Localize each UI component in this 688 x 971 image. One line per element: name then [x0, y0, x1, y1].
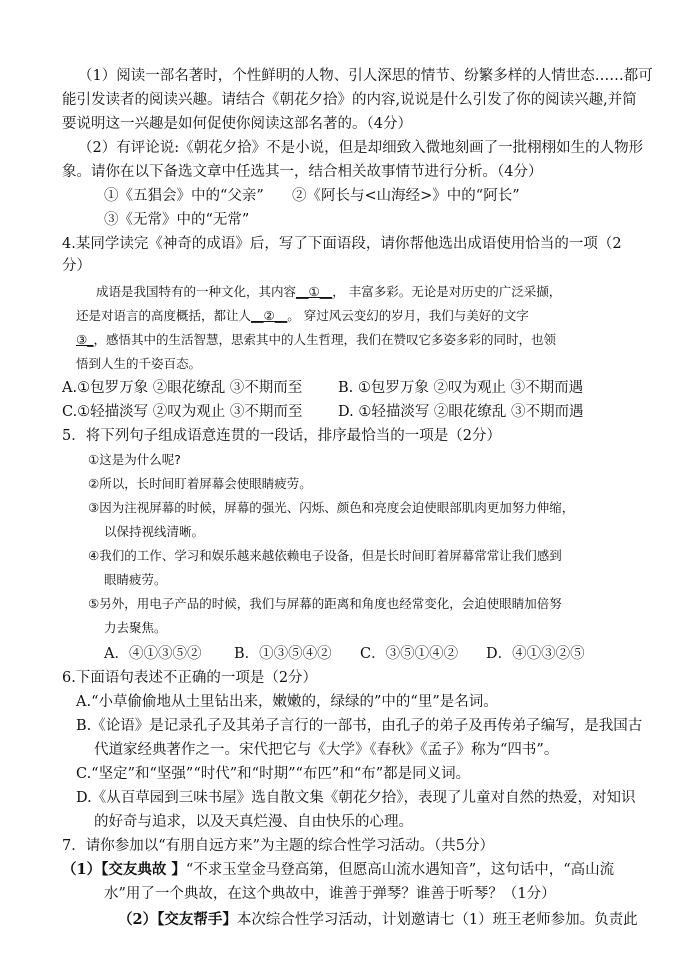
q6-option-c: C.“坚定”和“坚强”“时代”和“时期”“布匹”和“布”都是同义词。 — [76, 766, 471, 782]
q3-part1-line2: 能引发读者的阅读兴趣。请结合《朝花夕拾》的内容,说说是什么引发了你的阅读兴趣,并简 — [62, 92, 637, 108]
blank-1: __①__ — [296, 284, 333, 299]
q5-sentence-4-line1: ④我们的工作、学习和娱乐越来越依赖电子设备，但是长时间盯着屏幕常常让我们感到 — [88, 548, 562, 563]
q5-sentence-4-line2: 眼睛疲劳。 — [104, 572, 167, 587]
q7-part1-text: “不求玉堂金马登高第，但愿高山流水遇知音”，这句话中，“高山流 — [185, 862, 615, 878]
q6-option-d-line2: 的好奇与追求，以及天真烂漫、自由快乐的心理。 — [94, 814, 413, 830]
q5-options — [104, 644, 585, 664]
q6-stem: 6.下面语句表述不正确的一项是（2分） — [62, 670, 318, 686]
q5-sentence-5-line1: ⑤另外，用电子产品的时候，我们与屏幕的距离和角度也经常变化，会迫使眼睛加倍努 — [88, 596, 562, 611]
blank-3: ③_ — [76, 332, 94, 347]
q4-option-c: C.①轻描淡写 ②叹为观止 ③不期而至 — [62, 404, 303, 420]
q6-option-b-line2: 代道家经典著作之一。宋代把它与《大学》《春秋》《孟子》称为“四书”。 — [94, 742, 559, 758]
q4-passage-line1 — [96, 282, 561, 302]
q3-option-2: ②《阿长与<山海经>》中的“阿长” — [292, 188, 520, 204]
q7-part1-line2: 水”用了一个典故，在这个典故中，谁善于弹琴？谁善于听琴？（1分） — [104, 886, 556, 902]
q5-stem: 5．将下列句子组成语意连贯的一段话，排序最恰当的一项是（2分） — [62, 428, 501, 444]
q7-part2-line1 — [118, 910, 638, 930]
q6-option-a: A.“小草偷偷地从土里钻出来，嫩嫩的，绿绿的”中的“里”是名词。 — [76, 694, 498, 710]
q3-option-3: ③《无常》中的“无常” — [104, 212, 250, 228]
q7-stem: 7．请你参加以“有朋自远方来”为主题的综合性学习活动。（共5分） — [62, 838, 495, 854]
q7-part2-tag: （2）【交友帮手】 — [118, 911, 237, 928]
q6-option-b-line1: B.《论语》是记录孔子及其弟子言行的一部书，由孔子的弟子及再传弟子编写，是我国古 — [76, 718, 643, 734]
q7-part2-text: 本次综合性学习活动，计划邀请七（1）班王老师参加。负责此 — [236, 912, 638, 928]
q3-part2-line2: 象。请你在以下备选文章中任选其一，结合相关故事情节进行分析。（4分） — [62, 164, 543, 180]
q4-option-a: A.①包罗万象 ②眼花缭乱 ③不期而至 — [62, 380, 303, 396]
passage-text: ， 丰富多彩。无论是对历史的广泛采撷， — [332, 284, 562, 299]
q6-option-d-line1: D.《从百草园到三味书屋》选自散文集《朝花夕拾》，表现了儿童对自然的热爱，对知识 — [76, 790, 636, 806]
q4-stem-line2: 分） — [62, 258, 91, 274]
q5-option-a: A．④①③⑤② — [104, 646, 202, 662]
passage-text: 成语是我国特有的一种文化，其内容 — [96, 284, 297, 299]
q3-option-1: ①《五猖会》中的“父亲” — [104, 188, 264, 204]
q3-part1-line3: 要说明这一兴趣是如何促使你阅读这部名著的。（4分） — [62, 116, 412, 132]
q4-stem-line1: 4.某同学读完《神奇的成语》后，写了下面语段，请你帮他选出成语使用恰当的一项（2 — [62, 236, 622, 252]
q5-option-d: D．④①③②⑤ — [486, 646, 585, 662]
q4-passage-line4: 悟到人生的千姿百态。 — [76, 356, 202, 371]
q4-passage-line3 — [76, 330, 556, 350]
q5-option-b: B．①③⑤④② — [234, 646, 332, 662]
q4-option-b: B. ①包罗万象 ②叹为观止 ③不期而遇 — [338, 380, 584, 396]
q5-sentence-3-line2: 以保持视线清晰。 — [104, 524, 205, 539]
q3-part1-line1: （1）阅读一部名著时，个性鲜明的人物、引人深思的情节、纷繁多样的人情世态……都可 — [78, 68, 653, 84]
q5-sentence-2: ②所以，长时间盯着屏幕会使眼睛疲劳。 — [88, 476, 312, 491]
q5-sentence-1: ①这是为什么呢? — [88, 452, 181, 467]
passage-text: 。 穿过风云变幻的岁月，我们与美好的文字 — [287, 308, 529, 323]
q7-part1-tag: （1）【交友典故 】 — [62, 861, 186, 878]
q4-passage-line2 — [76, 306, 529, 326]
passage-text: ，感悟其中的生活智慧，思索其中的人生哲理，我们在赞叹它多姿多彩的同时，也领 — [93, 332, 556, 347]
q5-option-c: C．③⑤①④② — [360, 646, 459, 662]
q5-sentence-5-line2: 力去聚焦。 — [104, 620, 167, 635]
q4-option-d: D. ①轻描淡写 ②眼花缭乱 ③不期而遇 — [338, 404, 584, 420]
q3-part2-line1: （2）有评论说:《朝花夕拾》不是小说，但是却细致入微地刻画了一批栩栩如生的人物形 — [78, 140, 644, 156]
q7-part1-line1 — [62, 860, 614, 880]
blank-2: __②__ — [251, 308, 288, 323]
q5-sentence-3-line1: ③因为注视屏幕的时候，屏幕的强光、闪烁、颜色和亮度会迫使眼部肌肉更加努力伸缩， — [88, 500, 575, 515]
passage-text: 还是对语言的高度概括，都让人 — [76, 308, 252, 323]
